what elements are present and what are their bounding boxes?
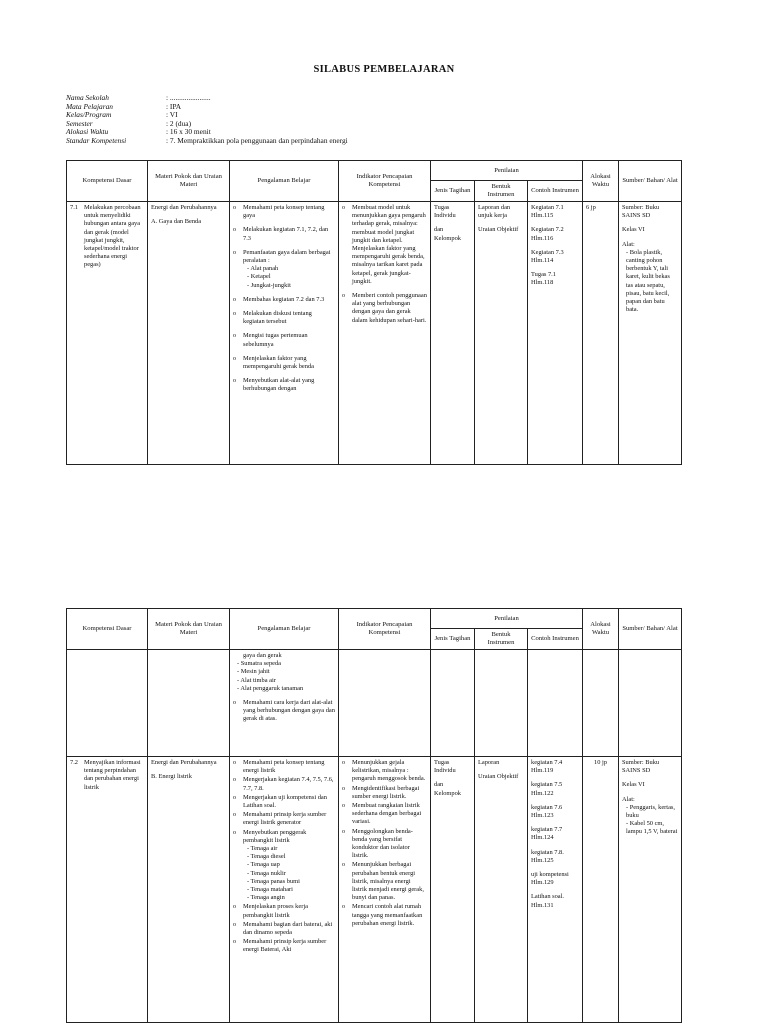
activity-subitem: - Sumatra sepeda [237, 660, 335, 668]
indicator-item: o Mengidentifikasi berbagai sumber energi listrik. [342, 785, 427, 801]
kd-number: 7.1 [70, 204, 78, 211]
activity-subitem: - Tenaga nuklir [247, 870, 335, 878]
header-kompetensi: Kompetensi Dasar [67, 609, 148, 650]
jenis-text: Tugas Individu [434, 204, 456, 220]
indicator-item: o Menunjukkan gejala kelistrikan, misalnya : pengaruh menggosok benda. [342, 759, 427, 784]
header-penilaian: Penilaian [431, 161, 583, 181]
activity-item: o Memahami prinsip kerja sumber energi listrik generator [233, 811, 335, 827]
indikator-cell [339, 202, 431, 465]
activity-subitem: - Alat penggaruk tanaman [237, 685, 335, 693]
info-value: : 2 (dua) [166, 118, 192, 128]
contoh-text: kegiatan 7.4 Hlm.119 [531, 759, 563, 775]
header-pengalaman: Pengalaman Belajar [230, 161, 339, 202]
activity-subitem: - Tenaga air [247, 845, 335, 853]
activity-item: o Menjelaskan proses kerja pembangkit listrik [233, 903, 335, 919]
jenis-cell [431, 650, 475, 757]
header-jenis: Jenis Tagihan [431, 629, 475, 650]
materi-sub: A. Gaya dan Benda [151, 218, 202, 226]
bentuk-cell [475, 202, 528, 465]
activity-item: o Memahami peta konsep tentang energi listrik [233, 759, 335, 775]
materi-sub: B. Energi listrik [151, 773, 192, 781]
sumber-text: Alat: [622, 240, 635, 248]
header-bentuk: Bentuk Instrumen [475, 181, 528, 202]
indicator-item: o Menggolongkan benda-benda yang bersifat konduktor dan isolator listrik. [342, 828, 427, 861]
contoh-text: kegiatan 7.5 Hlm.122 [531, 781, 563, 797]
activity-item: o Mengisi tugas pertemuan sebelumnya [233, 332, 335, 348]
activity-subitem: - Tenaga panas bumi [247, 878, 335, 886]
alokasi-text: 10 jp [594, 759, 607, 766]
activity-continuation: gaya dan gerak [243, 652, 282, 659]
activity-subitem: - Tenaga diesel [247, 853, 335, 861]
activity-item: o Melakukan diskusi tentang kegiatan tersebut [233, 310, 335, 326]
activity-item: o Memahami prinsip kerja sumber energi Baterai, Aki [233, 938, 335, 954]
indikator-cell [339, 650, 431, 757]
indicator-item: o Menunjukkan berbagai perubahan bentuk energi listrik, misalnya energi listrik menjadi energi gerak, bunyi dan panas. [342, 861, 427, 902]
contoh-cell [528, 650, 583, 757]
activity-item: o Mengerjakan kegiatan 7.4, 7.5, 7.6, 7.7, 7.8. [233, 776, 335, 792]
header-pengalaman: Pengalaman Belajar [230, 609, 339, 650]
bentuk-cell [475, 757, 528, 1023]
jenis-text: dan Kelompok [434, 781, 461, 797]
alat-item: - Kabel 50 cm, lampu 1,5 V, baterai [626, 820, 678, 836]
bentuk-text: Laporan [478, 759, 500, 766]
pengalaman-cell [230, 202, 339, 465]
contoh-cell [528, 757, 583, 1023]
indicator-item: o Membuat rangkaian listrik sederhana dengan berbagai variasi. [342, 802, 427, 827]
info-label: Kelas/Program [66, 110, 112, 120]
header-indikator: Indikator Pencapaian Kompetensi [339, 161, 431, 202]
header-bentuk: Bentuk Instrumen [475, 629, 528, 650]
materi-main: Energi dan Perubahannya [151, 204, 217, 211]
info-value: : VI [166, 110, 178, 120]
jenis-text: Tugas Individu [434, 759, 456, 775]
activity-item: o Menyebutkan alat-alat yang berhubungan dengan [233, 377, 335, 393]
activity-item: o Membahas kegiatan 7.2 dan 7.3 [233, 296, 335, 304]
contoh-text: Latihan soal. Hlm.131 [531, 893, 565, 909]
info-value: : ...................... [166, 93, 211, 102]
kd-text: Menyajikan informasi tentang perpindahan dan perubahan energi listrik [84, 759, 141, 791]
activity-item: o Mengerjakan uji kompetensi dan Latihan soal. [233, 794, 335, 810]
contoh-cell [528, 202, 583, 465]
info-label: Mata Pelajaran [66, 101, 114, 111]
kd-text: Melakukan percobaan untuk menyelidiki hubungan antara gaya dan gerak (model jungkat jungkit, ketapel/model traktor sederhana energi pegas) [84, 204, 141, 269]
activity-subitem: - Ketapel [247, 273, 335, 281]
header-alokasi: Alokasi Waktu [583, 161, 619, 202]
kd-cell [67, 757, 148, 1023]
jenis-cell [431, 202, 475, 465]
contoh-text: Tugas 7.1 Hlm.118 [531, 271, 556, 287]
activity-subitem: - Tenaga uap [247, 861, 335, 869]
sumber-text: Kelas VI [622, 226, 645, 234]
info-row [66, 137, 348, 146]
header-materi: Materi Pokok dan Uraian Materi [148, 609, 230, 650]
alokasi-cell [583, 202, 619, 465]
bentuk-text: Uraian Objektif [478, 226, 519, 234]
sumber-cell [619, 757, 682, 1023]
activity-subitem: - Alat timba air [237, 677, 335, 685]
activity-item: o Memahami bagian dari baterai, aki dan dinamo sepeda [233, 921, 335, 937]
indicator-item: o Mencari contoh alat rumah tangga yang memanfaatkan perubahan energi listrik. [342, 903, 427, 928]
syllabus-table-page-1 [66, 160, 682, 465]
kd-number: 7.2 [70, 759, 78, 766]
header-sumber: Sumber/ Bahan/ Alat [619, 161, 682, 202]
contoh-text: uji kompetensi Hlm.129 [531, 871, 569, 887]
pengalaman-cell [230, 650, 339, 757]
bentuk-text: Uraian Objektif [478, 773, 519, 781]
info-label: Standar Kompetensi [66, 135, 127, 145]
pengalaman-cell [230, 757, 339, 1023]
sumber-text: Sumber: Buku SAINS SD [622, 759, 660, 775]
activity-text: Menyebutkan penggerak pembangkit listrik [243, 828, 307, 844]
header-alokasi: Alokasi Waktu [583, 609, 619, 650]
kd-cell [67, 202, 148, 465]
document-title: SILABUS PEMBELAJARAN [313, 64, 455, 75]
info-label: Semester [66, 118, 93, 128]
activity-item [233, 249, 335, 290]
indikator-cell [339, 757, 431, 1023]
jenis-cell [431, 757, 475, 1023]
indicator-item: o Memberi contoh penggunaan alat yang berhubungan dengan gaya dan gerak dalam kehidupan sehari-hari. [342, 292, 427, 325]
contoh-text: kegiatan 7.7 Hlm.124 [531, 826, 563, 842]
activity-item [233, 829, 335, 903]
info-row [66, 111, 348, 120]
activity-subitem: - Tenaga matahari [247, 886, 335, 894]
header-kompetensi: Kompetensi Dasar [67, 161, 148, 202]
activity-subitem: - Jungkat-jungkit [247, 282, 335, 290]
sumber-cell [619, 650, 682, 757]
activity-subitem: - Alat panah [247, 265, 335, 273]
materi-cell [148, 757, 230, 1023]
bentuk-cell [475, 650, 528, 757]
sumber-text: Sumber: Buku SAINS SD [622, 204, 660, 220]
alokasi-cell [583, 757, 619, 1023]
header-indikator: Indikator Pencapaian Kompetensi [339, 609, 431, 650]
activity-subitem: - Mesin jahit [237, 668, 335, 676]
activity-text: Pemanfaatan gaya dalam berbagai peralatan : [243, 248, 331, 265]
activity-item: o Memahami cara kerja dari alat-alat yang berhubungan dengan gaya dan gerak di atas. [233, 699, 335, 724]
activity-item: o Menjelaskan faktor yang mempengaruhi gerak benda [233, 355, 335, 371]
contoh-text: Kegiatan 7.3 Hlm.114 [531, 248, 564, 265]
activity-item: o Melakukan kegiatan 7.1, 7.2, dan 7.3 [233, 226, 335, 242]
header-materi: Materi Pokok dan Uraian Materi [148, 161, 230, 202]
info-label: Nama Sekolah [66, 93, 109, 102]
jenis-text: dan Kelompok [434, 226, 461, 242]
bentuk-text: Laporan dan unjuk kerja [478, 204, 511, 220]
indicator-item: o Membuat model untuk menunjukkan gaya pengaruh terhadap gerak, misalnya: membuat model jungkat jungkit dan ketapel. Menjelaskan faktor yang mempengaruhi gerak benda, misalnya tarikan karet pada ketapel, gerak jungkat-jungkit. [342, 204, 427, 286]
contoh-text: kegiatan 7.6 Hlm.123 [531, 803, 563, 820]
kd-cell [67, 650, 148, 757]
header-contoh: Contoh Instrumen [528, 629, 583, 650]
header-contoh: Contoh Instrumen [528, 181, 583, 202]
header-penilaian: Penilaian [431, 609, 583, 629]
info-value: : IPA [166, 101, 182, 111]
activity-item: o Memahami peta konsep tentang gaya [233, 204, 335, 220]
sumber-text: Alat: [622, 795, 635, 803]
info-label: Alokasi Waktu [66, 127, 109, 137]
materi-cell [148, 202, 230, 465]
contoh-text: Kegiatan 7.2 Hlm.116 [531, 226, 564, 242]
contoh-text: kegiatan 7.8. Hlm.125 [531, 848, 564, 864]
sumber-cell [619, 202, 682, 465]
alat-item: - Penggaris, kertas, buku [626, 804, 678, 820]
sumber-text: Kelas VI [622, 781, 645, 789]
header-jenis: Jenis Tagihan [431, 181, 475, 202]
info-value: : 16 x 30 menit [166, 127, 211, 137]
syllabus-table-page-2 [66, 608, 682, 1023]
activity-subitem: - Tenaga angin [247, 894, 335, 902]
alokasi-cell [583, 650, 619, 757]
alokasi-text: 6 jp [586, 204, 596, 211]
identity-block [66, 94, 348, 146]
materi-main: Energi dan Perubahannya [151, 759, 217, 766]
materi-cell [148, 650, 230, 757]
info-value: : 7. Mempraktikkan pola penggunaan dan perpindahan energi [166, 135, 348, 145]
alat-item: - Bola plastik, canting pohon berbentuk Y, tali karet, kulit bekas tas atau sepatu, pisau, batu kecil, papan dan batu bata. [626, 249, 678, 315]
contoh-text: Kegiatan 7.1 Hlm.115 [531, 204, 564, 220]
header-sumber: Sumber/ Bahan/ Alat [619, 609, 682, 650]
